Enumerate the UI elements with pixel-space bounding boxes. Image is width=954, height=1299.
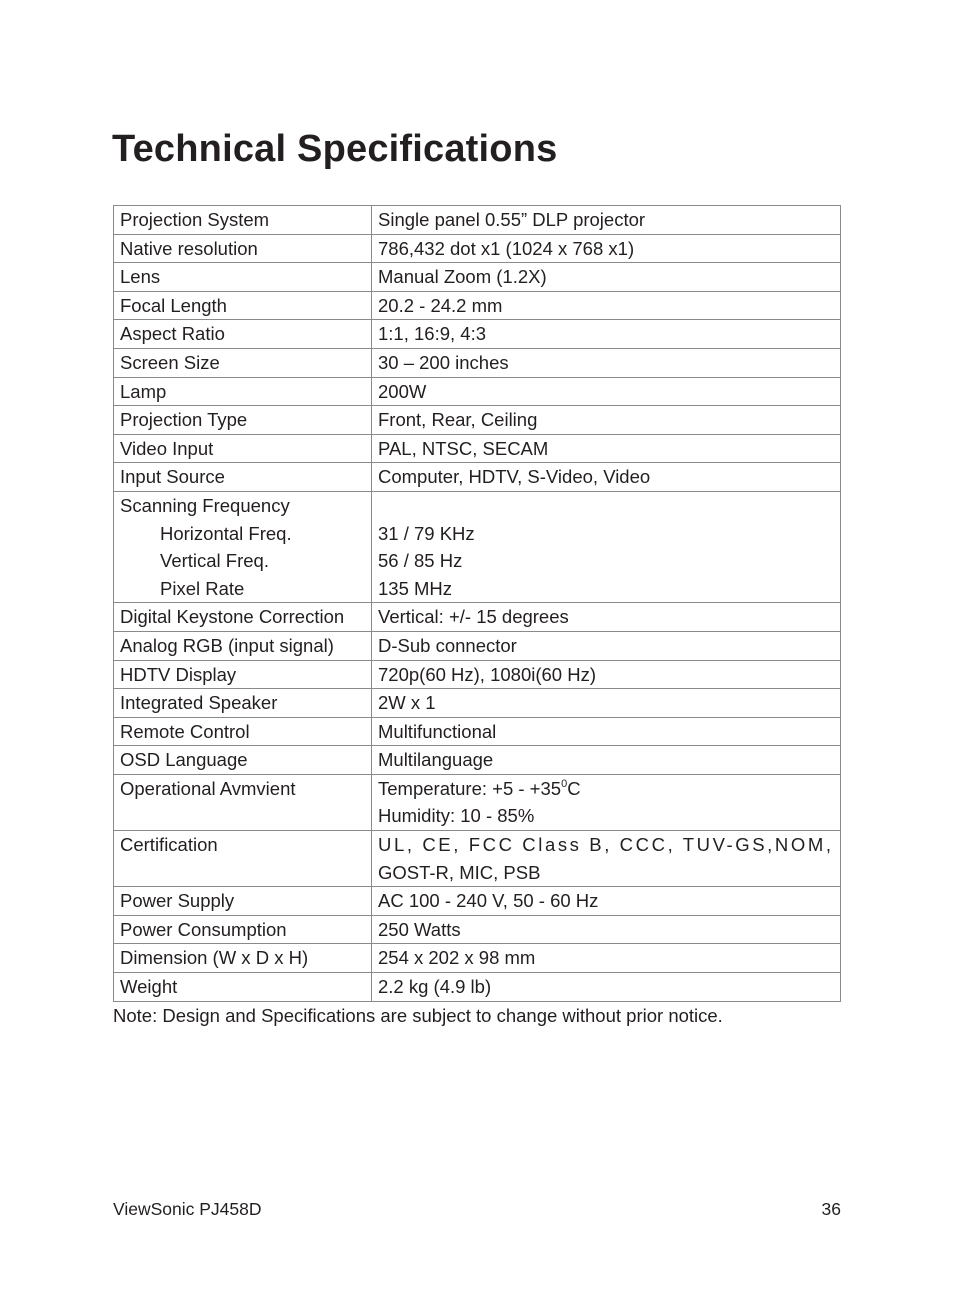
spec-value: 786,432 dot x1 (1024 x 768 x1)	[372, 234, 841, 263]
spec-value: AC 100 - 240 V, 50 - 60 Hz	[372, 887, 841, 916]
table-row	[114, 434, 841, 463]
temperature-text: Temperature: +5 - +35	[378, 777, 562, 799]
spec-label: Native resolution	[114, 234, 372, 263]
spec-value: Multilanguage	[372, 746, 841, 775]
table-row	[114, 234, 841, 263]
table-row	[114, 263, 841, 292]
vertical-freq-label: Vertical Freq.	[160, 550, 269, 572]
table-row	[114, 717, 841, 746]
table-row	[114, 915, 841, 944]
table-row	[114, 348, 841, 377]
spec-value: Manual Zoom (1.2X)	[372, 263, 841, 292]
table-row	[114, 689, 841, 718]
spec-label: Focal Length	[114, 291, 372, 320]
spec-value	[372, 831, 841, 887]
spec-value: 2W x 1	[372, 689, 841, 718]
spec-label: Lens	[114, 263, 372, 292]
spec-label: Integrated Speaker	[114, 689, 372, 718]
spec-label: Remote Control	[114, 717, 372, 746]
table-row-environment	[114, 774, 841, 830]
table-row	[114, 320, 841, 349]
spec-value: 254 x 202 x 98 mm	[372, 944, 841, 973]
spec-label: Power Supply	[114, 887, 372, 916]
spec-label: Weight	[114, 973, 372, 1002]
vertical-freq-value: 56 / 85 Hz	[378, 550, 463, 572]
table-row	[114, 206, 841, 235]
table-row	[114, 944, 841, 973]
table-row	[114, 660, 841, 689]
degree-superscript: 0	[561, 777, 568, 790]
table-row	[114, 291, 841, 320]
scanning-blank	[378, 492, 834, 520]
scanning-label: Scanning Frequency	[120, 494, 290, 516]
table-row	[114, 603, 841, 632]
footer-page-number: 36	[821, 1199, 841, 1219]
spec-value	[372, 774, 841, 830]
table-row	[114, 746, 841, 775]
pixel-rate-label: Pixel Rate	[160, 577, 245, 599]
spec-value: 200W	[372, 377, 841, 406]
spec-label: Projection System	[114, 206, 372, 235]
spec-value: Front, Rear, Ceiling	[372, 406, 841, 435]
spec-label: Input Source	[114, 463, 372, 492]
spec-label: Lamp	[114, 377, 372, 406]
horizontal-freq-label: Horizontal Freq.	[160, 522, 292, 544]
certification-line1: UL, CE, FCC Class B, CCC, TUV-GS,NOM,	[378, 834, 834, 856]
spec-label: Screen Size	[114, 348, 372, 377]
spec-label	[114, 491, 372, 602]
spec-value: PAL, NTSC, SECAM	[372, 434, 841, 463]
certification-line2: GOST-R, MIC, PSB	[378, 861, 541, 883]
horizontal-freq-value: 31 / 79 KHz	[378, 522, 475, 544]
spec-label: Certification	[114, 831, 372, 887]
spec-label: Dimension (W x D x H)	[114, 944, 372, 973]
spec-value: 2.2 kg (4.9 lb)	[372, 973, 841, 1002]
humidity-value: Humidity: 10 - 85%	[378, 805, 535, 827]
spec-label: Projection Type	[114, 406, 372, 435]
spec-label: Analog RGB (input signal)	[114, 631, 372, 660]
spec-value: Single panel 0.55” DLP projector	[372, 206, 841, 235]
spec-table	[113, 205, 841, 1002]
spec-label: Aspect Ratio	[114, 320, 372, 349]
spec-value: D-Sub connector	[372, 631, 841, 660]
spec-label: Power Consumption	[114, 915, 372, 944]
spec-label: Video Input	[114, 434, 372, 463]
disclaimer-note: Note: Design and Specifications are subject to change without prior notice.	[113, 1005, 723, 1026]
spec-value: Vertical: +/- 15 degrees	[372, 603, 841, 632]
spec-value: Computer, HDTV, S-Video, Video	[372, 463, 841, 492]
spec-value: 1:1, 16:9, 4:3	[372, 320, 841, 349]
footer-product-name: ViewSonic PJ458D	[113, 1199, 262, 1219]
table-row	[114, 377, 841, 406]
spec-label: OSD Language	[114, 746, 372, 775]
table-row	[114, 631, 841, 660]
table-row	[114, 973, 841, 1002]
table-row-certification	[114, 831, 841, 887]
spec-value	[372, 491, 841, 602]
spec-value: 30 – 200 inches	[372, 348, 841, 377]
degree-unit: C	[567, 777, 581, 799]
page-title: Technical Specifications	[112, 128, 558, 170]
table-row	[114, 463, 841, 492]
spec-value: 250 Watts	[372, 915, 841, 944]
spec-label: HDTV Display	[114, 660, 372, 689]
table-row	[114, 406, 841, 435]
spec-value: Multifunctional	[372, 717, 841, 746]
spec-label: Operational Avmvient	[114, 774, 372, 830]
table-row-scanning	[114, 491, 841, 602]
pixel-rate-value: 135 MHz	[378, 577, 453, 599]
temperature-value	[378, 775, 834, 803]
spec-value: 20.2 - 24.2 mm	[372, 291, 841, 320]
spec-label: Digital Keystone Correction	[114, 603, 372, 632]
spec-value: 720p(60 Hz), 1080i(60 Hz)	[372, 660, 841, 689]
table-row	[114, 887, 841, 916]
